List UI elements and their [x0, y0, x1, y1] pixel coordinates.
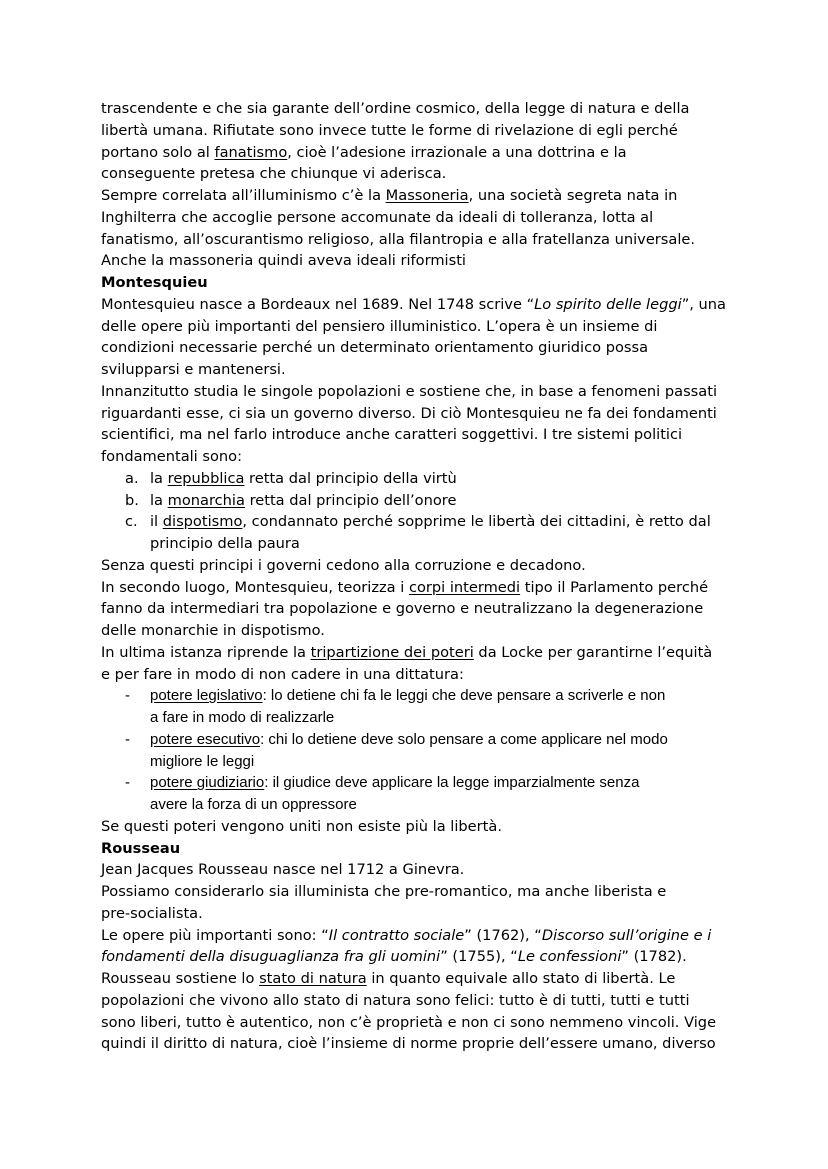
term-repubblica: repubblica [167, 469, 245, 487]
paragraph-line [101, 925, 741, 947]
paragraph-line: Senza questi principi i governi cedono alla corruzione e decadono. [101, 556, 586, 574]
term-potere-legislativo: potere legislativo [150, 687, 263, 705]
list-marker: - [125, 687, 130, 705]
text-span: portano solo al [101, 143, 215, 161]
paragraph-line: e per fare in modo di non cadere in una dittatura: [101, 665, 464, 683]
text-span: Sempre correlata all’illuminismo c’è la [101, 187, 386, 204]
political-systems-list [101, 468, 741, 555]
list-item [101, 772, 741, 816]
intro-line: conseguente pretesa che chiunque vi aderisca. [101, 165, 447, 183]
paragraph-line: Possiamo considerarlo sia illuminista che pre-romantico, ma anche liberista e [101, 883, 667, 900]
paragraph-line [101, 577, 741, 599]
paragraph-line: delle opere più importanti del pensiero illuministico. L’opera è un insieme di [101, 317, 658, 335]
title-confessioni: Le confessioni [517, 948, 622, 966]
text-span: , una società segreta nata in [468, 187, 678, 204]
text-span: ” (1782). [621, 948, 687, 966]
paragraph-line: Se questi poteri vengono uniti non esiste più la libertà. [101, 817, 502, 835]
text-span: Le opere più importanti sono: “ [101, 926, 329, 944]
term-tripartizione-poteri: tripartizione dei poteri [310, 643, 474, 661]
text-span: Montesquieu nasce a Bordeaux nel 1689. Nel 1748 scrive “ [101, 295, 535, 313]
text-span: , cioè l’adesione irrazionale a una dottrina e la [287, 143, 627, 161]
title-discorso-cont: fondamenti della disuguaglianza fra gli uomini [101, 948, 441, 966]
text-span: ”, una [681, 295, 726, 313]
term-potere-esecutivo: potere esecutivo [150, 730, 261, 748]
term-potere-giudiziario: potere giudiziario [150, 774, 265, 792]
paragraph-line: riguardanti esse, ci sia un governo diverso. Di ciò Montesquieu ne fa dei fondamenti [101, 404, 717, 422]
paragraph-line [101, 294, 741, 316]
paragraph-line: scientifici, ma nel farlo introduce anche caratteri soggettivi. I tre sistemi politici [101, 426, 683, 444]
heading-montesquieu: Montesquieu [101, 274, 208, 291]
term-stato-di-natura: stato di natura [259, 970, 367, 987]
text-span: la [150, 469, 168, 487]
term-monarchia: monarchia [167, 491, 245, 509]
paragraph-line: popolazioni che vivono allo stato di natura sono felici: tutto è di tutti, tutti e tutti [101, 991, 690, 1009]
intro-line: trascendente e che sia garante dell’ordine cosmico, della legge di natura e della [101, 100, 690, 117]
text-span: migliore le leggi [150, 752, 255, 770]
text-span: In secondo luogo, Montesquieu, teorizza i [101, 578, 409, 596]
heading-rousseau: Rousseau [101, 839, 181, 857]
paragraph-line: fondamentali sono: [101, 448, 243, 465]
title-discorso: Discorso sull’origine e i [541, 926, 712, 944]
list-marker: - [125, 774, 130, 792]
term-fanatismo: fanatismo [214, 143, 288, 161]
list-item [101, 685, 741, 729]
text-span: , condannato perché sopprime le libertà dei cittadini, è retto dal [242, 513, 711, 531]
term-dispotismo: dispotismo [162, 513, 243, 531]
intro-line [101, 142, 741, 164]
text-span: da Locke per garantirne l’equità [473, 643, 713, 661]
list-item [101, 490, 741, 512]
list-marker: a. [125, 469, 139, 487]
list-item [101, 468, 741, 490]
text-span: il [150, 513, 163, 531]
text-span: avere la forza di un oppressore [150, 796, 357, 813]
text-span: : chi lo detiene deve solo pensare a come applicare nel modo [260, 730, 668, 748]
list-item [101, 729, 741, 773]
text-span: : il giudice deve applicare la legge imparzialmente senza [264, 774, 640, 792]
list-marker: - [125, 730, 130, 748]
text-span: tipo il Parlamento perché [520, 578, 709, 596]
list-marker: c. [125, 513, 138, 531]
text-span: ” (1755), “ [440, 948, 518, 966]
title-contratto-sociale: Il contratto sociale [328, 926, 465, 944]
text-span: Rousseau sostiene lo [101, 970, 260, 987]
text-span: in quanto equivale allo stato di libertà. Le [366, 970, 676, 987]
title-spirito-leggi: Lo spirito delle leggi [534, 295, 682, 313]
powers-list [101, 685, 741, 816]
paragraph-line [101, 642, 741, 664]
paragraph-line: condizioni necessarie perché un determinato orientamento giuridico possa [101, 339, 649, 357]
text-span: retta dal principio dell’onore [244, 491, 457, 509]
text-span: la [150, 491, 168, 509]
paragraph-line: Innanzitutto studia le singole popolazioni e sostiene che, in base a fenomeni passati [101, 382, 718, 400]
list-item [101, 511, 741, 555]
paragraph-line [101, 968, 741, 990]
intro-line: libertà umana. Rifiutate sono invece tutte le forme di rivelazione di egli perché [101, 121, 678, 139]
list-marker: b. [125, 491, 139, 509]
paragraph-line: fanno da intermediari tra popolazione e governo e neutralizzano la degenerazione [101, 600, 704, 618]
paragraph-line: Jean Jacques Rousseau nasce nel 1712 a Ginevra. [101, 861, 465, 879]
text-span: : lo detiene chi fa le leggi che deve pensare a scriverle e non [262, 687, 666, 705]
text-span: ” (1762), “ [464, 926, 542, 944]
paragraph-line: svilupparsi e mantenersi. [101, 361, 286, 378]
intro-line [101, 185, 741, 207]
term-corpi-intermedi: corpi intermedi [408, 578, 521, 596]
term-massoneria: Massoneria [385, 187, 469, 204]
intro-line: fanatismo, all’oscurantismo religioso, alla filantropia e alla fratellanza universale. [101, 230, 696, 248]
document-page [101, 98, 741, 1055]
intro-line: Inghilterra che accoglie persone accomunate da ideali di tolleranza, lotta al [101, 208, 654, 226]
paragraph-line [101, 946, 741, 968]
text-span: principio della paura [150, 535, 300, 552]
paragraph-line: pre-socialista. [101, 904, 203, 922]
text-span: a fare in modo di realizzarle [150, 709, 335, 726]
paragraph-line: delle monarchie in dispotismo. [101, 622, 325, 639]
text-span: In ultima istanza riprende la [101, 643, 311, 661]
intro-line: Anche la massoneria quindi aveva ideali riformisti [101, 252, 466, 270]
paragraph-line: sono liberi, tutto è autentico, non c’è proprietà e non ci sono nemmeno vincoli. Vige [101, 1013, 717, 1031]
paragraph-line: quindi il diritto di natura, cioè l’insieme di norme proprie dell’essere umano, diverso [101, 1035, 716, 1053]
text-span: retta dal principio della virtù [244, 469, 457, 487]
